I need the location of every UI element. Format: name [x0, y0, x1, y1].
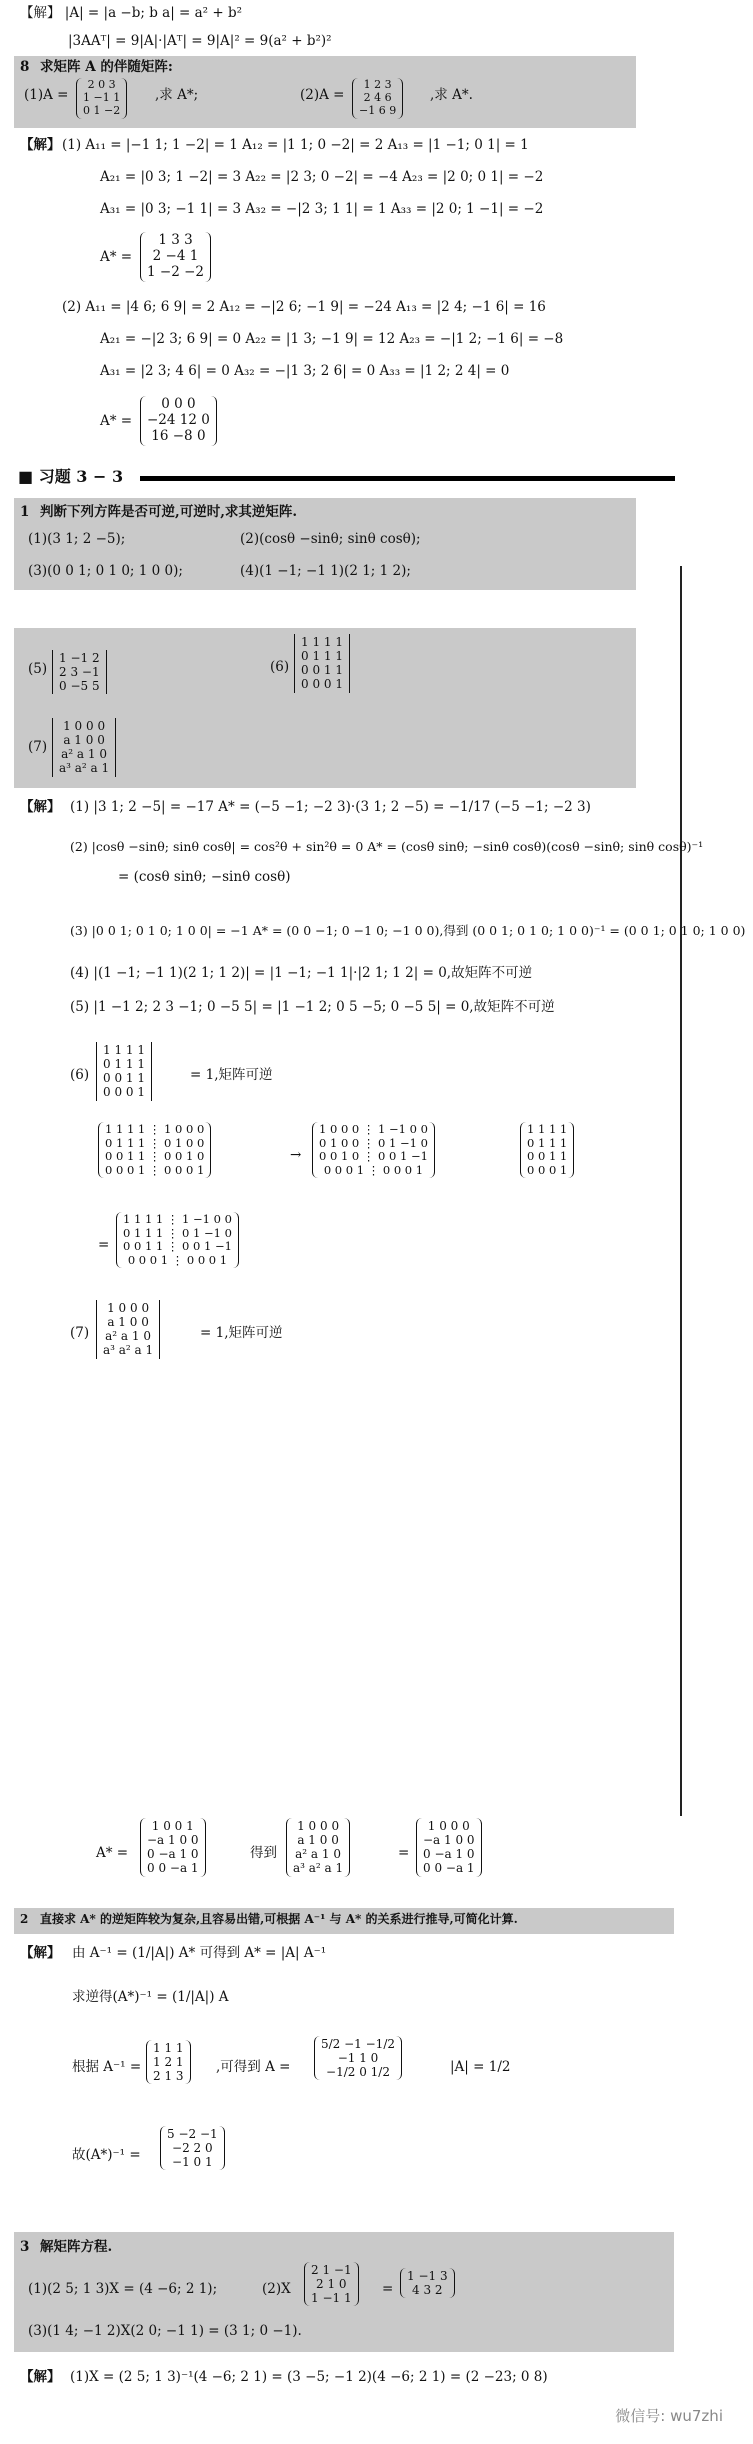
- part-label: (1)A =: [24, 87, 69, 103]
- matrix: 1 0 0 0 a 1 0 0 a² a 1 0 a³ a² a 1: [286, 1818, 350, 1877]
- problem-number: 2: [20, 1912, 29, 1926]
- matrix: 2 0 3 1 −1 1 0 1 −2: [76, 78, 127, 119]
- solution-line: (4) |(1 −1; −1 1)(2 1; 1 2)| = |1 −1; −1 1|·|2 1; 1 2| = 0,故矩阵不可逆: [70, 965, 533, 981]
- part-label: (2)A =: [300, 87, 345, 103]
- matrix: 5/2 −1 −1/2 −1 1 0 −1/2 0 1/2: [314, 2036, 402, 2080]
- watermark: 微信号: wu7zhi: [615, 2407, 723, 2425]
- solution-line: 【解】 |A| = |a −b; b a| = a² + b²: [20, 5, 243, 21]
- matrix: 1 0 0 0 −a 1 0 0 0 −a 1 0 0 0 −a 1: [416, 1818, 482, 1877]
- solution-line: A₃₁ = |0 3; −1 1| = 3 A₃₂ = −|2 3; 1 1| = 1 A₃₃ = |2 0; 1 −1| = −2: [100, 201, 544, 217]
- matrix: 1 2 3 2 4 6 −1 6 9: [352, 78, 403, 119]
- part-text: ,求 A*.: [430, 87, 473, 103]
- solution-text: = 1,矩阵可逆: [190, 1067, 273, 1083]
- matrix-label: A* =: [96, 1845, 129, 1861]
- problem-number: 8: [20, 59, 30, 75]
- matrix: 1 1 1 1 2 1 2 1 3: [146, 2040, 191, 2084]
- part-label: (7): [70, 1325, 90, 1341]
- part-label: (6): [270, 659, 290, 675]
- matrix: 1 −1 2 2 3 −1 0 −5 5: [52, 650, 107, 694]
- solution-line: (5) |1 −1 2; 2 3 −1; 0 −5 5| = |1 −1 2; 0 5 −5; 0 −5 5| = 0,故矩阵不可逆: [70, 999, 555, 1015]
- solution-tag: 【解】: [20, 2369, 61, 2385]
- matrix: 1 1 1 1 ⋮ 1 −1 0 0 0 1 1 1 ⋮ 0 1 −1 0 0 0 1 1 ⋮ 0 0 1 −1 0 0 0 1 ⋮ 0 0 0 1: [116, 1212, 239, 1268]
- matrix: 1 3 3 2 −4 1 1 −2 −2: [140, 232, 211, 282]
- arrow: →: [290, 1147, 302, 1163]
- matrix: 1 1 1 1 0 1 1 1 0 0 1 1 0 0 0 1: [96, 1042, 152, 1101]
- problem-number: 3: [20, 2239, 30, 2255]
- solution-line: (2) |cosθ −sinθ; sinθ cosθ| = cos²θ + sin²θ = 0 A* = (cosθ sinθ; −sinθ cosθ)(cosθ −sinθ; sinθ cosθ)⁻¹: [70, 839, 704, 854]
- section-rule: [140, 476, 675, 481]
- page-rule: [680, 566, 682, 1816]
- matrix-label: A* =: [100, 249, 133, 265]
- solution-text: |A| = 1/2: [450, 2059, 511, 2075]
- matrix-label: A* =: [100, 413, 133, 429]
- problem-title: 求矩阵 A 的伴随矩阵:: [40, 59, 173, 75]
- solution-line: (1) |3 1; 2 −5| = −17 A* = (−5 −1; −2 3)·(3 1; 2 −5) = −1/17 (−5 −1; −2 3): [70, 799, 591, 815]
- solution-line: A₃₁ = |2 3; 4 6| = 0 A₃₂ = −|1 3; 2 6| = 0 A₃₃ = |1 2; 2 4| = 0: [100, 363, 510, 379]
- matrix: 1 0 0 0 a 1 0 0 a² a 1 0 a³ a² a 1: [96, 1300, 160, 1359]
- matrix: 1 −1 3 4 3 2: [400, 2268, 455, 2298]
- problem-title: 判断下列方阵是否可逆,可逆时,求其逆矩阵.: [40, 504, 298, 520]
- matrix: 1 1 1 1 0 1 1 1 0 0 1 1 0 0 0 1: [294, 634, 350, 693]
- solution-text: 得到: [250, 1845, 277, 1861]
- solution-line: (3) |0 0 1; 0 1 0; 1 0 0| = −1 A* = (0 0 −1; 0 −1 0; −1 0 0),得到 (0 0 1; 0 1 0; 1 0 0)⁻¹ = (0 0 1; 0 1 0; 1 0 0): [70, 923, 746, 938]
- part-text: (1)(3 1; 2 −5);: [28, 531, 126, 547]
- part-label: (7): [28, 739, 48, 755]
- part-text: (2)(cosθ −sinθ; sinθ cosθ);: [240, 531, 421, 547]
- problem-title: 直接求 A* 的逆矩阵较为复杂,且容易出错,可根据 A⁻¹ 与 A* 的关系进行推导,可简化计算.: [40, 1912, 518, 1926]
- solution-line: |3AAᵀ| = 9|A|·|Aᵀ| = 9|A|² = 9(a² + b²)²: [68, 33, 332, 49]
- section-title: ■ 习题 3 − 3: [18, 467, 124, 486]
- solution-line: (1) A₁₁ = |−1 1; 1 −2| = 1 A₁₂ = |1 1; 0 −2| = 2 A₁₃ = |1 −1; 0 1| = 1: [62, 137, 529, 153]
- solution-text: = 1,矩阵可逆: [200, 1325, 283, 1341]
- part-label: (6): [70, 1067, 90, 1083]
- solution-text: 根据 A⁻¹ =: [72, 2059, 142, 2075]
- part-text: (4)(1 −1; −1 1)(2 1; 1 2);: [240, 563, 411, 579]
- matrix: 1 0 0 1 −a 1 0 0 0 −a 1 0 0 0 −a 1: [140, 1818, 206, 1877]
- problem-title: 解矩阵方程.: [40, 2239, 113, 2255]
- solution-line: = (cosθ sinθ; −sinθ cosθ): [118, 869, 291, 885]
- matrix: 1 1 1 1 0 1 1 1 0 0 1 1 0 0 0 1: [520, 1122, 574, 1178]
- solution-text: 故(A*)⁻¹ =: [72, 2147, 141, 2163]
- solution-line: A₂₁ = −|2 3; 6 9| = 0 A₂₂ = |1 3; −1 9| = 12 A₂₃ = −|1 2; −1 6| = −8: [100, 331, 564, 347]
- part-text: (3)(0 0 1; 0 1 0; 1 0 0);: [28, 563, 183, 579]
- solution-line: (2) A₁₁ = |4 6; 6 9| = 2 A₁₂ = −|2 6; −1 9| = −24 A₁₃ = |2 4; −1 6| = 16: [62, 299, 546, 315]
- matrix: 2 1 −1 2 1 0 1 −1 1: [304, 2262, 359, 2306]
- part-label: (5): [28, 661, 48, 677]
- part-label: (2)X: [262, 2281, 291, 2297]
- part-text: ,求 A*;: [155, 87, 199, 103]
- solution-text: ,可得到 A =: [216, 2059, 291, 2075]
- solution-tag: 【解】: [20, 799, 61, 815]
- part-text: (1)(2 5; 1 3)X = (4 −6; 2 1);: [28, 2281, 218, 2297]
- solution-line: 求逆得(A*)⁻¹ = (1/|A|) A: [72, 1989, 229, 2005]
- matrix: 0 0 0 −24 12 0 16 −8 0: [140, 396, 217, 446]
- solution-line: (1)X = (2 5; 1 3)⁻¹(4 −6; 2 1) = (3 −5; −1 2)(4 −6; 2 1) = (2 −23; 0 8): [70, 2369, 548, 2385]
- equals: =: [382, 2281, 394, 2297]
- matrix: 1 1 1 1 ⋮ 1 0 0 0 0 1 1 1 ⋮ 0 1 0 0 0 0 1 1 ⋮ 0 0 1 0 0 0 0 1 ⋮ 0 0 0 1: [98, 1122, 211, 1178]
- solution-line: A₂₁ = |0 3; 1 −2| = 3 A₂₂ = |2 3; 0 −2| = −4 A₂₃ = |2 0; 0 1| = −2: [100, 169, 544, 185]
- solution-tag: 【解】: [20, 1945, 61, 1961]
- matrix: 5 −2 −1 −2 2 0 −1 0 1: [160, 2126, 225, 2170]
- part-text: (3)(1 4; −1 2)X(2 0; −1 1) = (3 1; 0 −1).: [28, 2323, 302, 2339]
- matrix: 1 0 0 0 a 1 0 0 a² a 1 0 a³ a² a 1: [52, 718, 116, 777]
- solution-line: 由 A⁻¹ = (1/|A|) A* 可得到 A* = |A| A⁻¹: [72, 1945, 327, 1961]
- equals: =: [398, 1845, 410, 1861]
- matrix: 1 0 0 0 ⋮ 1 −1 0 0 0 1 0 0 ⋮ 0 1 −1 0 0 0 1 0 ⋮ 0 0 1 −1 0 0 0 1 ⋮ 0 0 0 1: [312, 1122, 435, 1178]
- solution-tag: 【解】: [20, 137, 61, 153]
- equals: =: [98, 1237, 110, 1253]
- problem-number: 1: [20, 504, 30, 520]
